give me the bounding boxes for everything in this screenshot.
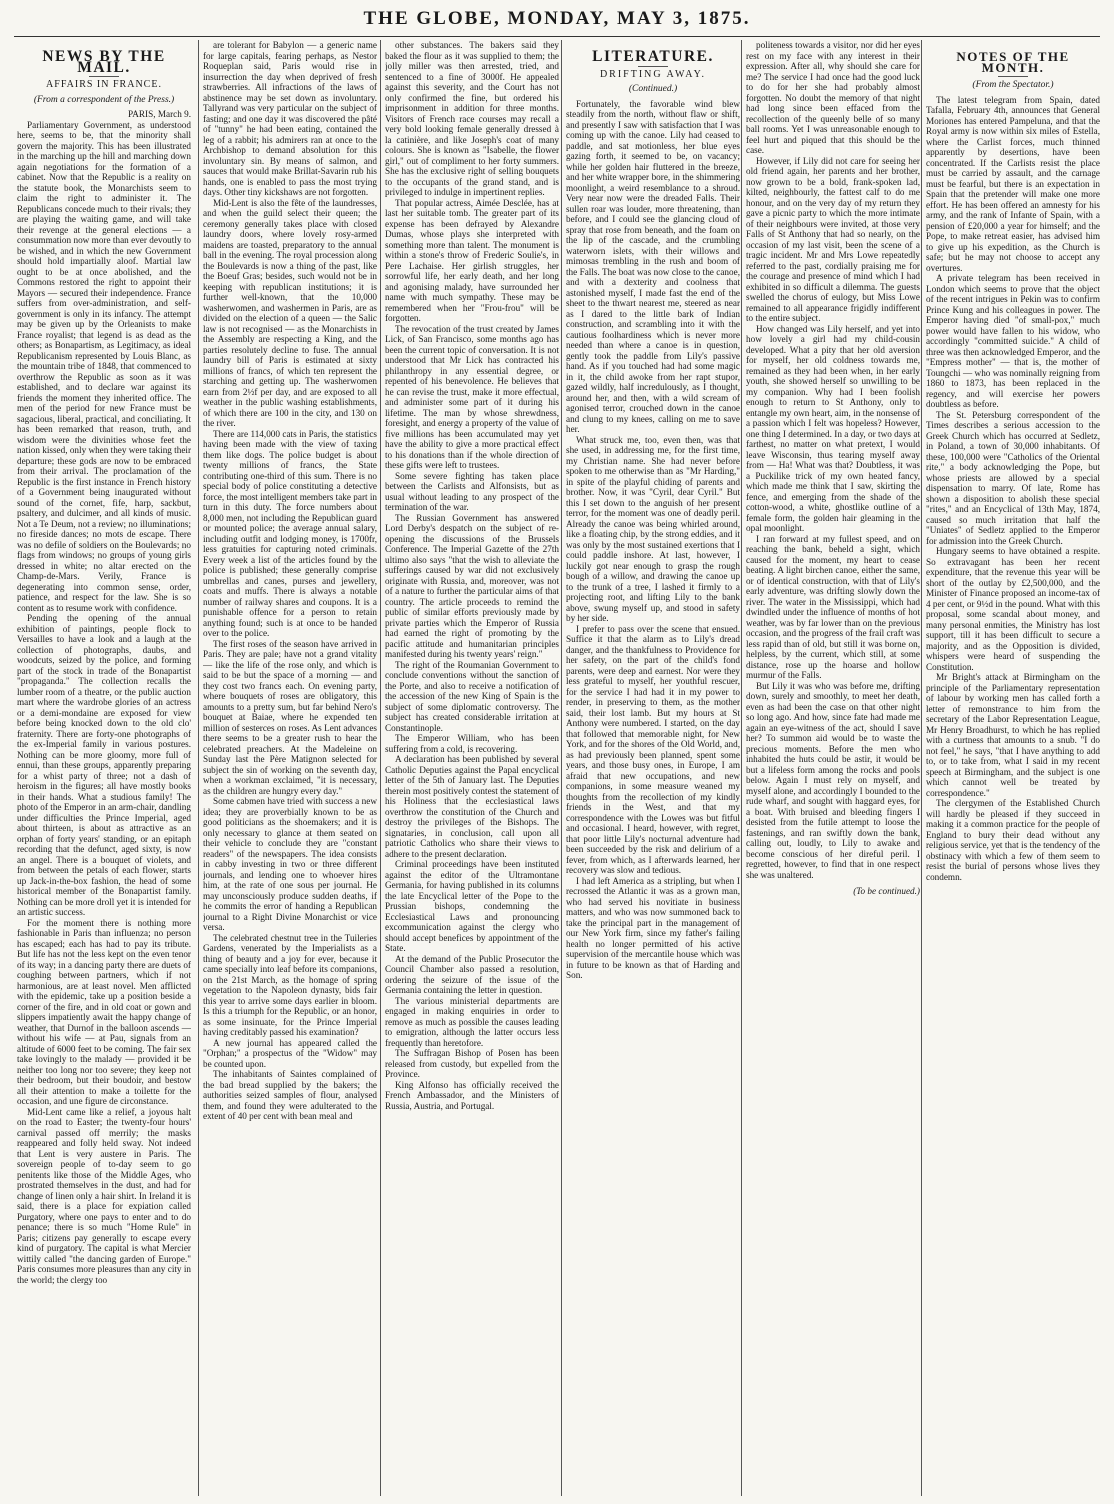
column-6 xyxy=(926,40,1100,1496)
paragraph: For the moment there is nothing more fashionable in Paris than influenza; no person has escaped; each has had to pay its tribute. But life has not the less kept on the even tenor of its way; in a dancing party there are duets of coughing between partners, which if not harmonious, are at least novel. Men afflicted with the epidemic, take up a position beside a corner of the fire, and in old coat or gown and slippers impatiently await the happy change of weather, that Durnof in the balloon ascends — without his wife — at Pau, signals from an altitude of 6000 feet to be coming. The fair sex take lovingly to the malady — provided it be neither too long nor too severe; they keep not their bedroom, but their boudoir, and bestow all their attention to make a toilette for the occasion, and une figure de circonstance. xyxy=(17,917,191,1106)
paragraph: Mid-Lent came like a relief, a joyous halt on the road to Easter; the twenty-four hours' carnival passed off merrily; the masks reappeared and folly held sway. Not indeed that Lent is very austere in Paris. The sovereign people of to-day seem to go penitents like those of the Middle Ages, who prostrated themselves in the dust, and had for change of linen only a hair shirt. In Ireland it is said, there is a place for expiation called Purgatory, where one pays to enter and to do penance; there is so much "Home Rule" in Paris; citizens pay generally to escape every kind of purgatory. The capital is what Mercier wittily called "the dancing garden of Europe." Paris consumes more pleasures than any city in the world; the clergy too xyxy=(17,1106,191,1285)
paragraph: Some severe fighting has taken place between the Carlists and Alfonsists, but as usual without leading to any prospect of the termination of the war. xyxy=(385,470,559,512)
paragraph: The revocation of the trust created by James Lick, of San Francisco, some months ago has been the current topic of conversation. It is not understood that Mr Lick has contracted his philanthropy in any essential degree, or repented of his benevolence. He believes that he can revise the trust, make it more effectual, and administer some part of it during his lifetime. The man by whose shrewdness, foresight, and energy a property of the value of five millions has been accumulated may yet have the ability to give a more practical effect to his donations than if the whole direction of these gifts were left to trustees. xyxy=(385,323,559,470)
column-rule xyxy=(561,40,562,1496)
paragraph: The Emperor William, who has been suffering from a cold, is recovering. xyxy=(385,733,559,754)
column-2 xyxy=(203,40,377,1496)
paragraph: The latest telegram from Spain, dated Tafalla, February 4th, announces that General Moriones has entered Pampeluna, and that the Royal army is now within six miles of Estella, where the Carlist forces, much thinned apparently by desertions, have been concentrated. If the Carlists resist the place must be carried by assault, and the carnage must be fearful, but there is an expectation in Spain that the pretender will make one more effort. He has been offered an amnesty for his army, and the rank of Infante of Spain, with a pension of £20,000 a year for himself; and the Pope, to make retreat easier, has advised him to give up his expedition, as the Church is safe; but he may not choose to accept any overtures. xyxy=(926,94,1100,273)
article-title: DRIFTING AWAY. xyxy=(599,68,707,80)
column-3 xyxy=(385,40,559,1496)
paragraph: The first roses of the season have arrived in Paris. They are pale; have not a grand vitality — like the life of the rose only, and which is said to be but the space of a morning — and they cost two francs each. On evening party, where bouquets of roses are obligatory, this amounts to a pretty sum, but far behind Nero's bouquet at Baiae, where he expended ten million of sesterces on roses. As Lent advances there seems to be a greater rush to hear the celebrated preachers. At the Madeleine on Sunday last the Père Matignon selected for subject the sin of working on the seventh day, when a workman exclaimed, "it is necessary, as the children are hungry every day." xyxy=(203,638,377,796)
section-heading: LITERATURE. xyxy=(592,48,714,65)
article-title: AFFAIRS IN FRANCE. xyxy=(46,79,162,90)
paragraph: The Russian Government has answered Lord Derby's despatch on the subject of re-opening the discussions of the Brussels Conference. The Imperial Gazette of the 27th ultimo also says "that the wish to alleviate the sufferings caused by war did not exclusively originate with Russia, and, moreover, was not of a nature to further the particular aims of that country. The article proceeds to remind the public of similar efforts previously made by private parties which the Emperor of Russia had earned the right of promoting by the pacific attitude and humanitarian principles manifested during his twenty years' reign." xyxy=(385,512,559,659)
column-rule xyxy=(198,40,199,1496)
paragraph: other substances. The bakers said they baked the flour as it was supplied to them; the jolly miller was then arrested, tried, and sentenced to a fine of 3000f. He appealed against this severity, and the Court has not only confirmed the fine, but ordered his imprisonment in addition for three months. Visitors of French race courses may recall a very bold looking female generally dressed à la catinière, and like Joseph's coat of many colours. She is known as "Isabelle, the flower girl," out of compliment to her forty summers. She has the exclusive right of selling bouquets to the occupants of the grand stand, and is privileged to indulge in impertinent replies. xyxy=(385,40,559,197)
paragraph: are tolerant for Babylon — a generic name for large capitals, fearing perhaps, as Nestor Roqueplan said, Paris would rise in insurrection the day when deprived of fresh strawberries. All infractions of the laws of abstinence may be set down as involuntary. Tallyrand was very particular on the subject of fasting; and one day it was discovered the pâté of "tunny" he had been eating, contained the leg of a rabbit; his admirers ran at once to the Archbishop to demand absolution for this involuntary sin. By means of salmon, and sauces that would make Brillat-Savarin rub his hands, one is enabled to pass the most trying days. Other tiny kickshaws are not forgotten. xyxy=(203,40,377,197)
paragraph: A private telegram has been received in London which seems to prove that the object of the recent intrigues in Pekin was to confirm Prince Kung and his colleagues in power. The Emperor having died "of small-pox," much power would have fallen to his widow, who accordingly "committed suicide." A child of three was then acknowledged Emperor, and the "Empress mother" — that is, the mother of Toungchi — who was nominally reigning from 1860 to 1873, has been replaced in the regency, and will exercise her powers doubtless as before. xyxy=(926,273,1100,409)
paragraph: That popular actress, Aimée Desclée, has at last her suitable tomb. The greater part of its expense has been defrayed by Alexandre Dumas, whose plays she interpreted with something more than talent. The monument is within a stone's throw of Frederic Soulie's, in Pere Lachaise. Her girlish struggles, her sorrowful life, her early death, and her long and agonising malady, have surrounded her name with much sympathy. These may be remembered when her "Frou-frou" will be forgotten. xyxy=(385,197,559,323)
paragraph: Mr Bright's attack at Birmingham on the principle of the Parliamentary representation of labour by working men has called forth a letter of remonstrance to him from the secretary of the Labor Representation League, Mr Henry Broadhurst, to which he has replied with a curtness that amounts to a snub. "I do not feel," he says, "that I have anything to add to, or to take from, what I said in my recent speech at Birmingham, and the subject is one which cannot well be treated by correspondence." xyxy=(926,672,1100,798)
section-heading: NEWS BY THE MAIL. xyxy=(42,48,166,76)
paragraph: Some cabmen have tried with success a new idea; they are proverbially known to be as good politicians as the shoemakers; and it is only necessary to glance at them seated on their vehicle to conclude they are "constant readers" of the newspapers. The idea consists in cabby investing in two or three different journals, and lending one to whoever hires him, at the rate of one sous per journal. He may unconsciously produce sudden deaths, if he commits the error of handing a Republican journal to a Right Divine Monarchist or vice versa. xyxy=(203,796,377,932)
paragraph: The inhabitants of Saintes complained of the bad bread supplied by the bakers; the authorities seized samples of flour, analysed them, and found they were adulterated to the extent of 40 per cent with bean meal and xyxy=(203,1069,377,1121)
paragraph: politeness towards a visitor, nor did her eyes rest on my face with any interest in their expression. After all, why should she care for me? The service I had once had the good luck to do for her she had probably almost forgotten. No doubt the memory of that night had long since been effaced from the recollection of the queenly belle of so many ball rooms. Yet I was unreasonable enough to feel hurt and piqued that this should be the case. xyxy=(746,40,920,155)
divider xyxy=(998,76,1028,77)
paragraph: How changed was Lily herself, and yet into how lovely a girl had my child-cousin developed. What a pity that her old aversion for myself, her old coldness towards me, remained as they had been when, in her early youth, she showed herself so unwilling to be my companion. Why had I been foolish enough to return to St Anthony, only to entangle my own heart, aim, in the nonsense of a passion which I felt was hopeless? However, one thing I determined. In a day, or two days at farthest, no matter on what pretext, I would leave Wisconsin, thus tearing myself away from — Ha! What was that? Doubtless, it was a Puckilike trick of my own heated fancy, which made me think that I saw, skirting the fence, and emerging from the shade of the cotton-wood, a white, ghostlike outline of a female form, the golden hair gleaming in the opal moonlight. xyxy=(746,323,920,533)
column-1 xyxy=(17,40,191,1496)
paragraph: Criminal proceedings have been instituted against the editor of the Ultramontane Germania, for having published in its columns the late Encyclical letter of the Pope to the Prussian bishops, condemning the Ecclesiastical Laws and pronouncing excommunication against the clergy who should accept benefices by appointment of the State. xyxy=(385,859,559,953)
paragraph: Fortunately, the favorable wind blew steadily from the north, without flaw or shift, and presently I saw with satisfaction that I was coming up with the canoe. Lily had ceased to paddle, and sat motionless, her blue eyes gazing forth, it seemed to be, on vacancy; while her golden hair fluttered in the breeze, and her white wrapper bore, in the shimmering moonlight, a weird resemblance to a shroud. Very near now were the dreaded Falls. Their sullen roar was louder, more threatening, than before, and I could see the glancing cloud of spray that rose from beneath, and the foam on the lip of the cascade, and the crumbling waterworn islets, with their willows and mimosas trembling in the rush and boom of the Falls. The boat was now close to the canoe, and with a dexterity and coolness that astonished myself, I made fast the end of the sheet to the thwart nearest me, steered as near as I dared to the little bark of Indian construction, and scrambling into it with the cautious foolhardiness which is never more needed than where a canoe is in question, gently took the paddle from Lily's passive hand. As if you touched had had some magic in it, the child awoke from her rapt stupor, gazed wildly, half incredulously, as I thought, around her, and then, with a wild scream of agonised terror, crouched down in the canoe and clung to my knees, calling on me to save her. xyxy=(566,98,740,434)
paragraph: A declaration has been published by several Catholic Deputies against the Papal encyclical letter of the 5th of January last. The Deputies therein most positively contest the statement of his Holiness that the ecclesiastical laws overthrow the constitution of the Church and destroy the privileges of the Bishops. The signataries, in conclusion, call upon all patriotic Catholics who share their views to adhere to the present declaration. xyxy=(385,754,559,859)
paragraph: Hungary seems to have obtained a respite. So extravagant has been her recent expenditure, that the revenue this year will be short of the outlay by £2,500,000, and the Minister of Finance proposed an income-tax of 4 per cent, or 9½d in the pound. What with this proposal, some scandal about money, and many personal enmities, the Ministry has lost support, till it has been difficult to secure a majority, and as the Opposition is divided, whispers were heard of suspending the Constitution. xyxy=(926,546,1100,672)
paragraph: I prefer to pass over the scene that ensued. Suffice it that the alarm as to Lily's dread danger, and the thankfulness to Providence for her safety, on the part of the child's fond parents, were deep and earnest. Nor were they less grateful to myself, her youthful rescuer, for the service I had had it in my power to render, in preserving to them, as the mother said, their lost lamb. But my hours at St Anthony were numbered. I started, on the day that followed that memorable night, for New York, and for the shores of the Old World, and, as had previously been planned, spent some years, and those busy ones, in Europe, I am afraid that new occupations, and new companions, in some measure weaned my thoughts from the recollection of my kindly friends in the West, and that my correspondence with the Lowes was but fitful and occasional. I heard, however, with regret, that poor little Lily's nocturnal adventure had been succeeded by the risk and delirium of a fever, from which, as I afterwards learned, her recovery was slow and tedious. xyxy=(566,623,740,875)
paragraph: However, if Lily did not care for seeing her old friend again, her parents and her brother, now grown to be a bold, frank-spoken lad, kilted, neighbourly, the fattest calf to do me honour, and on the very day of my return they gave a picnic party to which the more intimate of their neighbours were invited, at those very Falls of St Anthony that had so nearly, on the occasion of my last visit, been the scene of a tragic incident. Mr and Mrs Lowe repeatedly referred to the past, cordially praising me for the courage and presence of mind which I had exhibited in so difficult a dilemma. The guests swelled the chorus of eulogy, but Miss Lowe remained to all appearance frigidly indifferent to the entire subject. xyxy=(746,155,920,323)
paragraph: There are 114,000 cats in Paris, the statistics having been made with the view of taxing them like dogs. The police budget is about twenty millions of francs, the State contributing one-third of this sum. There is no special body of police constituting a detective force, the most intelligent members take part in turn in this duty. The force numbers about 8,000 men, not including the Republican guard or mounted police; the average annual salary, including outfit and lodging money, is 1700fr, less gratuities for capturing noted criminals. Every week a list of the articles found by the police is published; these generally comprise umbrellas and canes, purses and jewellery, coats and muffs. There is always a notable number of railway shares and coupons. It is a punishable offence for a person to retain anything found; such is at once to be handed over to the police. xyxy=(203,428,377,638)
to-be-continued: (To be continued.) xyxy=(853,886,920,896)
paragraph: King Alfonso has officially received the French Ambassador, and the Ministers of Russia, Austria, and Portugal. xyxy=(385,1079,559,1111)
column-rule xyxy=(380,40,381,1496)
paragraph: The various ministerial departments are engaged in making enquiries in order to remove as much as possible the causes leading to emigration, although the latter occurs less frequently than heretofore. xyxy=(385,995,559,1048)
section-heading: NOTES OF THE MONTH. xyxy=(956,49,1070,75)
column-rule xyxy=(741,40,742,1496)
paragraph: Mid-Lent is also the fête of the laundresses, and when the guild select their queen; the ceremony generally takes place with closed laundry doors, where lovely rosy-armed maidens are toasted, preparatory to the annual ball in the evening. The royal procession along the Boulevards is now a thing of the past, like the Boeuf Gras; besides, such would not be in keeping with republican institutions; it is further well-known, that the 10,000 washerwomen, and washermen in Paris, are as divided on the election of a queen — the Salic law is not recognised — as the Monarchists in the Assembly are respecting a King, and the parties resolutely decline to fuse. The annual laundry bill of Paris is estimated at sixty millions of francs, of which ten represent the starching and getting up. The washerwomen earn from 2½f per day, and are exposed to all weather in the public washing establishments, of which there are 100 in the city, and 130 on the river. xyxy=(203,197,377,428)
masthead-rule xyxy=(14,36,1100,37)
paragraph: I ran forward at my fullest speed, and on reaching the bank, beheld a sight, which caused for the moment, my heart to cease beating. A light birchen canoe, either the same, or of identical construction, with that of Lily's early adventure, was drifting slowly down the river. The water in the Mississippi, which had dwindled under the influence of months of hot weather, was by far lower than on the previous occasion, and the progress of the frail craft was less rapid than of old, but still it was borne on, helpless, by the current, which still, at some distance, rose up the hoarse and hollow murmur of the Falls. xyxy=(746,533,920,680)
divider xyxy=(89,76,119,77)
divider xyxy=(638,66,668,67)
paragraph: At the demand of the Public Prosecutor the Council Chamber also passed a resolution, ordering the seizure of the issue of the Germania containing the letter in question. xyxy=(385,953,559,995)
paragraph: Parliamentary Government, as understood here, seems to be, that the minority shall govern the majority. This has been illustrated in the marching up the hill and marching down again negotiations for the formation of a cabinet. Now that the Republic is a reality on the statute book, the Monarchists seem to claim the right to administer it. The Republicans concede much to their rivals; they are playing the waiting game, and will take their revenge at the general elections — a consummation now more than ever devoutly to be wished, and in which the new Government should hold impartially aloof. Martial law ought to be at once abolished, and the Commons restored the right to appoint their Mayors — secured their independence. France suffers from over-administration, and self-government is only in its infancy. The attempt may be given up by the Orleanists to make France royalist; that legend is as dead as the others; as Bonapartism, as Legitimacy, as ideal Republicanism represented by Louis Blanc, as the mountain tribe of 1848, that commenced to overthrow the Republic as soon as it was established, and to declare war against its friends the moment they inherited office. The men of the period for new France must be sagacious, liberal, practical, and conciliating. It has been remarked that reason, truth, and wisdom were the divinities whose feet the nation kissed, only when they were taking their departure; these gods are now to be embraced from their arrival. The proclamation of the Republic is the first instance in French history of a Government being inaugurated without sound of the cornet, fife, harp, sackbut, psaltery, and dulcimer, and all kinds of music. Not a Te Deum, not a review; no illuminations; no fireside dances; no mots de escape. There was no defile of soldiers on the Boulevards; no flags from windows; no groups of young girls dressed in white; no altar erected on the Champ-de-Mars. Verily, France is degenerating into common sense, order, patience, and respect for the law. She is so content as to resume work with confidence. xyxy=(17,119,191,613)
column-5 xyxy=(746,40,920,1496)
paragraph: The right of the Roumanian Government to conclude conventions without the sanction of the Porte, and also to receive a notification of the accession of the new King of Spain is the subject of some diplomatic controversy. The subject has created considerable irritation at Constantinople. xyxy=(385,659,559,733)
column-4 xyxy=(566,40,740,1496)
column-rule xyxy=(921,40,922,1496)
paragraph: Pending the opening of the annual exhibition of paintings, people flock to Versailles to have a look and a laugh at the collection of photographs, daubs, and woodcuts, seized by the police, and forming part of the stock in trade of the Bonapartist "propaganda." The collection recalls the lumber room of a theatre, or the public auction mart where the wardrobe glories of an actress or a demi-mondaine are exposed for view before being knocked down to the old clo' fraternity. There are forty-one photographs of the ex-Imperial family in various postures. Nothing can be more gloomy, more full of ennui, than these groups, apparently preparing for a whist party of three; not a dash of heroism in the figures; all have mostly books in their hands. What a studious family! The photo of the Emperor in an arm-chair, dandling under difficulties the Prince Imperial, aged about thirteen, is about as attractive as an orphan of forty years' standing, or an epitaph recording that the defunct, aged sixty, is now an angel. There is a bouquet of violets, and from between the petals of each flower, starts up Jack-in-the-box fashion, the head of some historical member of the Bonapartist family. Nothing can be more droll yet it is intended for an artistic success. xyxy=(17,613,191,917)
masthead: THE GLOBE, MONDAY, MAY 3, 1875. xyxy=(363,8,751,29)
article-source: (From a correspondent of the Press.) xyxy=(33,94,175,105)
paragraph: But Lily it was who was before me, drifting down, surely and smoothly, to meet her death, even as had been the case on that other night so long ago. And how, since fate had made me again an eye-witness of the act, should I save her? To summon aid would be to waste the precious moments. Before the men who inhabited the huts could be astir, it would be but a lifeless form among the rocks and pools below. Again I must rely on myself, and myself alone, and accordingly I bounded to the rude wharf, and sought with haggard eyes, for a boat. With bruised and bleeding fingers I desisted from the futile attempt to loose the fastenings, and ran swiftly down the bank, calling out, loudly, to Lily to awake and become conscious of her direful peril. I regretted, however, to find that in one respect she was unaltered. xyxy=(746,680,920,880)
paragraph: I had left America as a stripling, but when I recrossed the Atlantic it was as a grown man, who had served his novitiate in business matters, and who was now summoned back to take the principal part in the management of our New York firm, since my father's failing health no longer permitted of his active supervision of the mercantile house which was in future to be known as that of Harding and Son. xyxy=(566,875,740,980)
paragraph: A new journal has appeared called the "Orphan;" a prospectus of the "Widow" may be counted upon. xyxy=(203,1037,377,1069)
dateline: PARIS, March 9. xyxy=(128,109,191,119)
paragraph: What struck me, too, even then, was that she used, in addressing me, for the first time, my Christian name. She had never before spoken to me otherwise than as "Mr Harding," in spite of the playful chiding of parents and brother. Now, it was "Cyril, dear Cyril." But this I set down to the anguish of her present terror, for the moment was one of deadly peril. Already the canoe was being whirled around, like a floating chip, by the strong eddies, and it was only by the most sustained exertions that I could paddle inshore. At last, however, I luckily got near enough to grasp the rough bough of a willow, and drawing the canoe up to the trunk of a tree, I lashed it firmly to a projecting root, and lifting Lily to the bank above, swung myself up, and stood in safety by her side. xyxy=(566,434,740,623)
article-source: (From the Spectator.) xyxy=(972,80,1054,90)
paragraph: The Suffragan Bishop of Posen has been released from custody, but expelled from the Province. xyxy=(385,1048,559,1079)
paragraph: The clergymen of the Established Church will hardly be pleased if they succeed in making it a common practice for the people of England to bury their dead without any religious service, yet that is the tendency of the obstinacy with which a few of them seem to resist the burial of persons whose lives they condemn. xyxy=(926,798,1100,882)
paragraph: The St. Petersburg correspondent of the Times describes a serious accession to the Greek Church which has occurred at Sedletz, in Poland, a town of 30,000 inhabitants. Of these, 100,000 were "Catholics of the Oriental rite," a body acknowledging the Pope, but whose priests are allowed by a special dispensation to marry. Of late, Rome has shown a disposition to abolish these special "rites," and an Encyclical of 13th May, 1874, caused so much irritation that half the "Uniates" of Sedletz applied to the Emperor for admission into the Greek Church. xyxy=(926,409,1100,546)
article-source: (Continued.) xyxy=(628,84,678,94)
paragraph: The celebrated chestnut tree in the Tuileries Gardens, venerated by the Imperialists as a thing of beauty and a joy for ever, because it came specially into leaf before its companions, on the 21st March, as the homage of spring vegetation to the Napoleon dynasty, bids fair this year to arrive some days earlier in bloom. Is this a triumph for the Republic, or an honor, as some insinuate, for the Prince Imperial having creditably passed his examination? xyxy=(203,932,377,1037)
